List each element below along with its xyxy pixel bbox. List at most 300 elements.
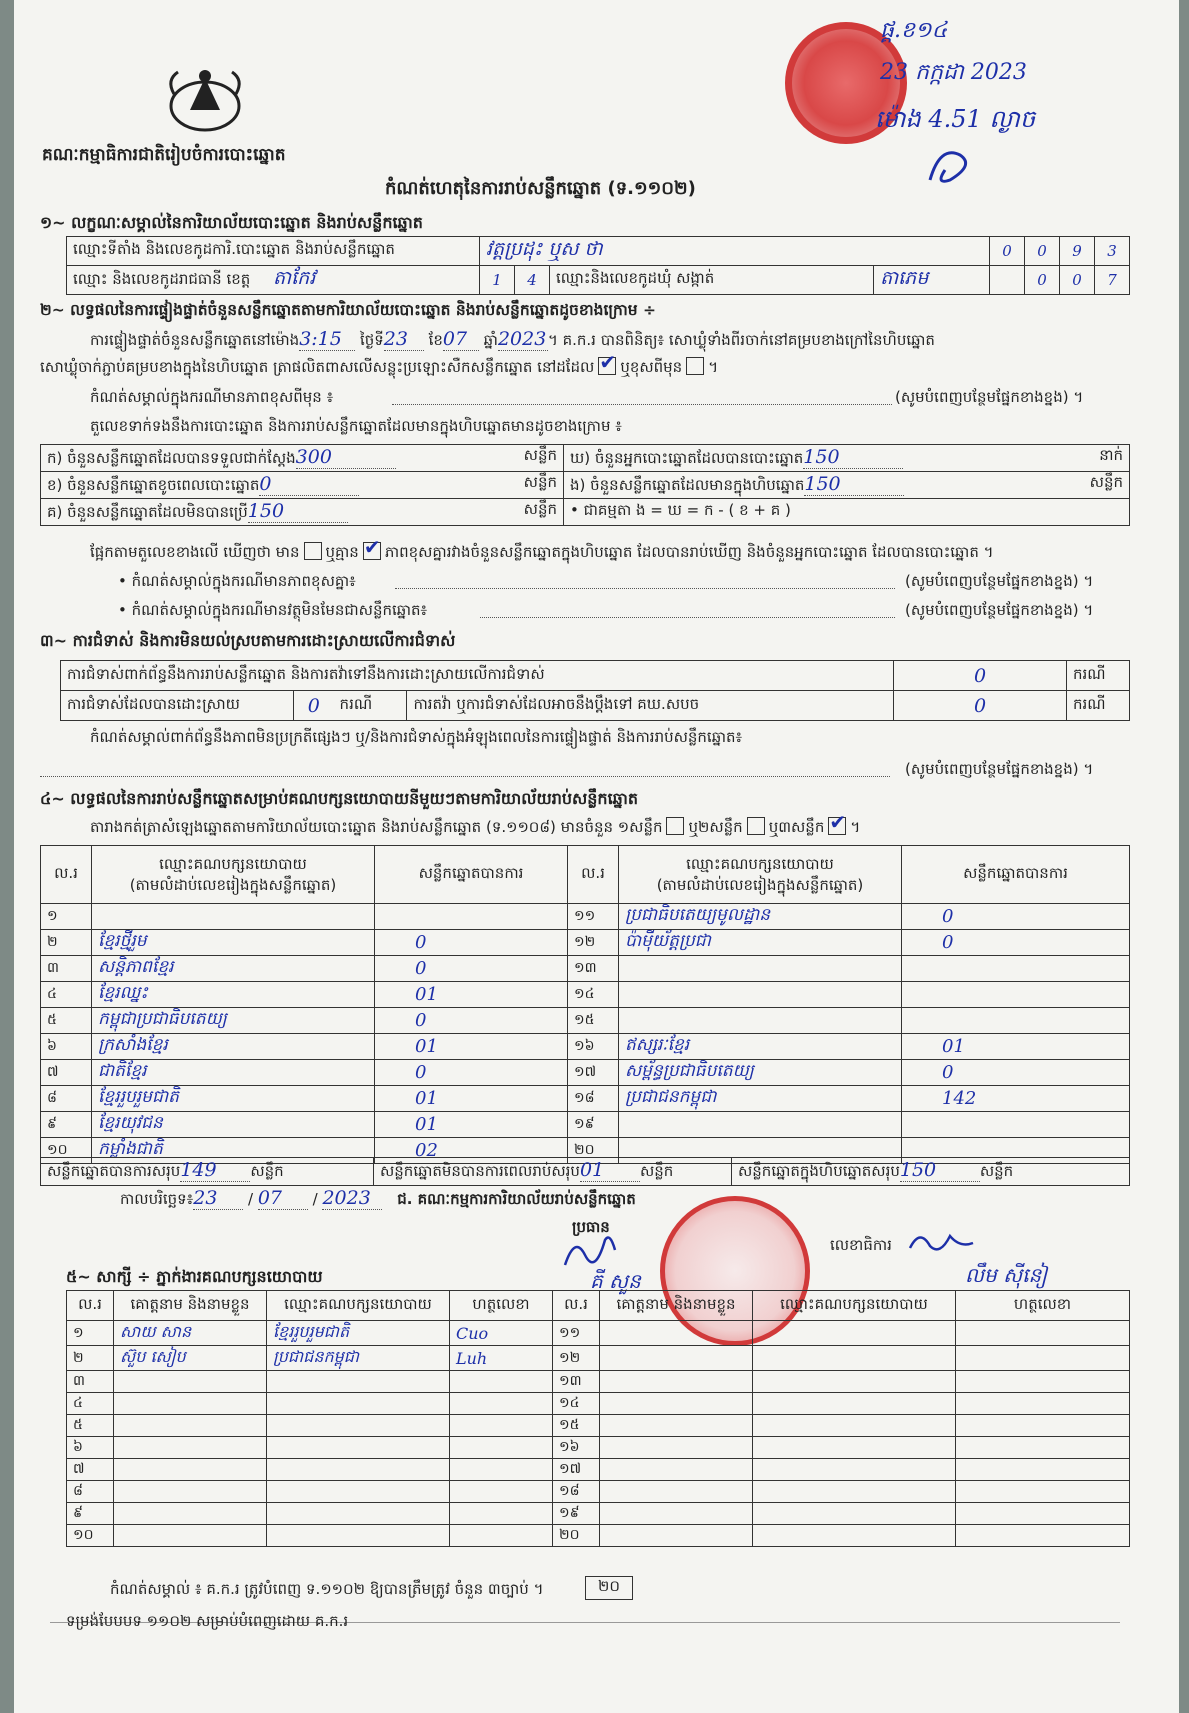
verify-line-2 (40, 357, 718, 380)
discrepancy-text-b: ឬគ្មាន (325, 543, 359, 561)
witness-cell-name-right (600, 1393, 753, 1415)
witness-cell-name-left (114, 1525, 267, 1547)
fig-d-label: ឃ) ចំនួនអ្នកបោះឆ្នោតដែលបានបោះឆ្នោត (570, 448, 804, 467)
witness-cell-sign-left (450, 1525, 553, 1547)
witness-cell-no-left: ២ (67, 1346, 114, 1371)
w-col-sign-left: ហត្ថលេខា (450, 1291, 553, 1321)
fig-b-value: 0 (259, 473, 359, 496)
party-cell-no-left: ៣ (41, 956, 92, 982)
foreign-object-hint: (សូមបំពេញបន្ថែមផ្នែកខាងខ្នង) ។ (905, 601, 1094, 619)
witness-cell-no-right: ១៤ (553, 1393, 600, 1415)
three-sheet-checkbox[interactable] (828, 817, 846, 835)
witness-cell-name-left: សាយ សាន (114, 1321, 267, 1346)
foreign-object-dots (480, 617, 895, 618)
witness-row (67, 1459, 1130, 1481)
col-votes-left: សន្លឹកឆ្នោតបានការ (375, 846, 568, 904)
section4-title: ៤~ លទ្ធផលនៃការរាប់សន្លឹកឆ្នោតសម្រាប់គណបក្សនយោបាយនីមួយៗតាមការិយាល័យរាប់សន្លឹកឆ្នោត (40, 789, 639, 808)
party-cell-no-right: ១៧ (568, 1060, 619, 1086)
discrepancy-line (90, 542, 994, 565)
unchanged-checkbox[interactable] (598, 357, 616, 375)
chair-signature (560, 1230, 620, 1275)
witness-cell-name-left (114, 1481, 267, 1503)
changed-checkbox[interactable] (686, 357, 704, 375)
seal-or: ឬខុសពីមុន (620, 358, 683, 376)
witness-cell-sign-right (956, 1481, 1130, 1503)
one-sheet-checkbox[interactable] (666, 817, 684, 835)
party-cell-no-right: ១៩ (568, 1112, 619, 1138)
committee-sign-label: ជ. គណៈកម្មការការិយាល័យរាប់សន្លឹកឆ្នោត (397, 1190, 636, 1208)
witness-cell-party-right (753, 1503, 956, 1525)
fig-e-unit: សន្លឹក (1089, 472, 1123, 491)
chair-label: ប្រធាន (572, 1218, 610, 1236)
verify-line-1 (90, 328, 935, 353)
party-cell-party-right: ឥស្សរៈខ្មែរ (619, 1034, 902, 1060)
section1-title: ១~ លក្ខណៈសម្គាល់នៃការិយាល័យបោះឆ្នោត និងរាប់សន្លឹកឆ្នោត (40, 213, 423, 232)
witness-row (67, 1415, 1130, 1437)
box-total-label: សន្លឹកឆ្នោតក្នុងហិបឆ្នោតសរុប (738, 1162, 900, 1180)
party-cell-party-left: ខ្មែរឈ្នះ (92, 982, 375, 1008)
initial-icon (920, 140, 980, 190)
col-no-left: ល.រ (41, 846, 92, 904)
two-sheet-checkbox[interactable] (747, 817, 765, 835)
witness-cell-name-left: ស៊ួប សៀប (114, 1346, 267, 1371)
commune-label: ឈ្មោះនិងលេខកូដឃុំ សង្កាត់ (550, 266, 874, 295)
tally-text-end: ។ (850, 818, 861, 836)
figures-intro: តួលេខទាក់ទងនឹងការបោះឆ្នោត និងការរាប់សន្លឹកឆ្នោតដែលមានក្នុងហិបឆ្នោតមានដូចខាងក្រោម ៖ (90, 417, 622, 435)
witness-cell-sign-left: Cuo (450, 1321, 553, 1346)
fig-c-value: 150 (248, 500, 348, 523)
date-day: 23 (193, 1187, 243, 1210)
party-cell-party-right (619, 956, 902, 982)
discrepancy-text-c: ភាពខុសគ្នារវាងចំនួនសន្លឹកឆ្នោតក្នុងហិបឆ្នោត ដែលបានរាប់ឃើញ និងចំនួនអ្នកបោះឆ្នោត ដែលបានបោះឆ្នោត ។ (384, 543, 994, 561)
party-cell-no-right: ១៣ (568, 956, 619, 982)
no-discrepancy-checkbox[interactable] (363, 542, 381, 560)
party-cell-votes-left: 02 (375, 1138, 568, 1164)
w-col-no-right: ល.រ (553, 1291, 600, 1321)
witness-cell-no-right: ១១ (553, 1321, 600, 1346)
witness-cell-name-left (114, 1393, 267, 1415)
party-cell-no-right: ១៨ (568, 1086, 619, 1112)
w-col-no-left: ល.រ (67, 1291, 114, 1321)
verify-text-e: ។ គ.ក.រ បានពិនិត្យ៖ សោឃ្លុំទាំងពីរចាក់នៅគម្របខាងក្រៅនៃហិបឆ្នោត (547, 331, 935, 349)
invalid-total-unit: សន្លឹក (639, 1162, 674, 1180)
col-party-right-1: ឈ្មោះគណបក្សនយោបាយ (686, 854, 834, 873)
objection-count-2: 0 (294, 691, 334, 721)
witness-cell-party-right (753, 1459, 956, 1481)
witness-cell-party-left (267, 1371, 450, 1393)
party-cell-votes-left: 01 (375, 982, 568, 1008)
witness-row (67, 1346, 1130, 1371)
col-no-right: ល.រ (568, 846, 619, 904)
witness-cell-sign-right (956, 1371, 1130, 1393)
valid-total-unit: សន្លឹក (250, 1162, 284, 1180)
verify-day: 23 (384, 328, 424, 351)
province-code-2: 4 (515, 266, 550, 295)
col-votes-right: សន្លឹកឆ្នោតបានការ (902, 846, 1130, 904)
party-cell-votes-left: 0 (375, 956, 568, 982)
witness-cell-name-right (600, 1321, 753, 1346)
party-row (41, 1008, 1130, 1034)
objection-unit-2: ករណី (334, 691, 407, 721)
party-cell-no-left: ២ (41, 930, 92, 956)
stamp-note-1: ផ្គ.ខ១៤ (880, 18, 948, 43)
party-cell-no-left: ៦ (41, 1034, 92, 1060)
witness-cell-name-right (600, 1459, 753, 1481)
party-cell-party-right: សម្ព័ន្ធប្រជាធិបតេយ្យ (619, 1060, 902, 1086)
witness-cell-party-right (753, 1321, 956, 1346)
witness-cell-party-left (267, 1481, 450, 1503)
invalid-total-label: សន្លឹកឆ្នោតមិនបានការពេលរាប់សរុប (380, 1162, 580, 1180)
footer-note: កំណត់សម្គាល់ ៖ គ.ក.រ ត្រូវបំពេញ ទ.១១០២ ឱ្យបានត្រឹមត្រូវ ចំនួន ៣ច្បាប់ ។ (110, 1580, 544, 1598)
witness-cell-name-right (600, 1415, 753, 1437)
witness-cell-no-left: ១០ (67, 1525, 114, 1547)
fig-a-label: ក) ចំនួនសន្លឹកឆ្នោតដែលបានទទួលជាក់ស្តែង (47, 448, 296, 467)
party-row (41, 1086, 1130, 1112)
witness-cell-party-right (753, 1481, 956, 1503)
fig-a-unit: សន្លឹក (523, 445, 557, 464)
fig-e-label: ង) ចំនួនសន្លឹកឆ្នោតដែលមានក្នុងហិបឆ្នោត (570, 475, 805, 494)
objection-label-2: ការជំទាស់ដែលបានដោះស្រាយ (61, 691, 294, 721)
verify-text-c: ខែ (428, 331, 443, 349)
fig-d-value: 150 (803, 446, 903, 469)
tally-text-a: តារាងកត់ត្រាសំឡេងឆ្នោតតាមការិយាល័យបោះឆ្នោត និងរាប់សន្លឹកឆ្នោត (ទ.១១០៨) មានចំនួន ១សន្លឹក (90, 818, 663, 836)
witness-row (67, 1481, 1130, 1503)
party-cell-party-right: ប្រជាធិបតេយ្យមូលដ្ឋាន (619, 904, 902, 930)
witness-cell-sign-right (956, 1525, 1130, 1547)
party-cell-no-left: ១០ (41, 1138, 92, 1164)
stamp-note-3: ម៉ោង 4.51 ល្ងាច (875, 105, 1036, 133)
footer-form-id: ទម្រង់បែបបទ ១១០២ សម្រាប់បំពេញដោយ គ.ក.រ (66, 1612, 349, 1630)
box-total-unit: សន្លឹក (979, 1162, 1014, 1180)
witness-cell-no-right: ១៨ (553, 1481, 600, 1503)
station-id-table (66, 236, 1130, 295)
party-cell-votes-right: 142 (902, 1086, 1130, 1112)
w-col-party-right: ឈ្មោះគណបក្សនយោបាយ (753, 1291, 956, 1321)
witness-cell-name-right (600, 1525, 753, 1547)
fig-d-unit: នាក់ (1099, 445, 1123, 464)
witness-cell-name-left (114, 1503, 267, 1525)
witness-cell-party-right (753, 1346, 956, 1371)
committee-name: គណៈកម្មាធិការជាតិរៀបចំការបោះឆ្នោត (42, 145, 286, 165)
witness-cell-party-left: ប្រជាជនកម្ពុជា (267, 1346, 450, 1371)
party-cell-party-right: ប៉ាម៉ីយ័ត្តប្រជា (619, 930, 902, 956)
witness-extra-row (585, 1576, 633, 1600)
party-cell-no-left: ៧ (41, 1060, 92, 1086)
party-cell-votes-left: 01 (375, 1086, 568, 1112)
verify-text-a: ការផ្ទៀងផ្ទាត់ចំនួនសន្លឹកឆ្នោតនៅម៉ោង (90, 331, 300, 349)
witness-cell-party-left (267, 1437, 450, 1459)
formula-note: • ជាគម្មតា ង = ឃ = ក - ( ខ + គ ) (564, 499, 1130, 526)
stamp-note-2: 23 កក្កដា 2023 (880, 60, 1027, 85)
party-cell-votes-left: 01 (375, 1112, 568, 1138)
commune-digit-1: 0 (1025, 266, 1060, 295)
discrepancy-note-dots (395, 588, 895, 589)
witness-cell-sign-right (956, 1321, 1130, 1346)
witness-cell-no-right: ១៧ (553, 1459, 600, 1481)
witness-row (67, 1393, 1130, 1415)
station-digit-3: 9 (1060, 237, 1095, 266)
witness-cell-sign-left: Luh (450, 1346, 553, 1371)
witness-cell-no-left: ៦ (67, 1437, 114, 1459)
fig-c-unit: សន្លឹក (523, 499, 557, 518)
party-cell-votes-right: 0 (902, 930, 1130, 956)
tally-text-b: ឬ២សន្លឹក (688, 818, 743, 836)
col-party-left (92, 846, 375, 904)
objection-note-dots (40, 776, 890, 777)
witness-row (67, 1371, 1130, 1393)
witness-cell-party-right (753, 1437, 956, 1459)
witness-cell-sign-right (956, 1346, 1130, 1371)
party-cell-votes-left: 0 (375, 1060, 568, 1086)
party-cell-votes-left: 0 (375, 1008, 568, 1034)
witness-cell-name-left (114, 1459, 267, 1481)
party-cell-party-right (619, 1008, 902, 1034)
witness-cell-sign-right (956, 1415, 1130, 1437)
witness-cell-name-left (114, 1371, 267, 1393)
w-col-sign-right: ហត្ថលេខា (956, 1291, 1130, 1321)
witness-row (67, 1525, 1130, 1547)
witness-row (67, 1503, 1130, 1525)
province-label: ឈ្មោះ និងលេខកូដរាជធានី ខេត្ត (73, 270, 251, 288)
party-row (41, 904, 1130, 930)
witness-cell-sign-right (956, 1459, 1130, 1481)
witness-row (67, 1437, 1130, 1459)
party-row (41, 1112, 1130, 1138)
province-code-1: 1 (480, 266, 515, 295)
party-cell-votes-left: 0 (375, 930, 568, 956)
party-cell-no-right: ១៥ (568, 1008, 619, 1034)
w-col-party-left: ឈ្មោះគណបក្សនយោបាយ (267, 1291, 450, 1321)
witness-extra-no: ២០ (586, 1577, 633, 1600)
invalid-total-value: 01 (580, 1159, 640, 1182)
witness-cell-party-left: ខ្មែររួបរួមជាតិ (267, 1321, 450, 1346)
date-year: 2023 (322, 1187, 382, 1210)
party-cell-party-left: ខ្មែរថ្មីរួម (92, 930, 375, 956)
witness-cell-party-left (267, 1393, 450, 1415)
foreign-object-label: • កំណត់សម្គាល់ក្នុងករណីមានវត្ថុមិនមែនជាសន្លឹកឆ្នោត៖ (118, 601, 428, 619)
objections-table (60, 660, 1130, 721)
box-total-value: 150 (900, 1159, 980, 1182)
seal-end: ។ (708, 358, 719, 376)
witness-cell-no-left: ៩ (67, 1503, 114, 1525)
verify-text-b: ថ្ងៃទី (359, 331, 384, 349)
party-cell-party-right (619, 982, 902, 1008)
witness-cell-sign-left (450, 1503, 553, 1525)
discrepancy-note-label: • កំណត់សម្គាល់ក្នុងករណីមានភាពខុសគ្នា៖ (118, 572, 356, 590)
witness-cell-no-left: ១ (67, 1321, 114, 1346)
witness-cell-no-left: ៨ (67, 1481, 114, 1503)
station-name: វត្តប្រដុះ ឬស ថា (480, 237, 990, 266)
verify-time: 3:15 (299, 328, 355, 351)
ballot-figures-table (40, 444, 1130, 526)
witness-cell-sign-right (956, 1437, 1130, 1459)
w-col-name-left: គោត្តនាម និងនាមខ្លួន (114, 1291, 267, 1321)
witness-cell-no-right: ១៦ (553, 1437, 600, 1459)
party-results-table (40, 845, 1130, 1164)
w-col-name-right: គោត្តនាម និងនាមខ្លួន (600, 1291, 753, 1321)
witness-cell-name-right (600, 1371, 753, 1393)
party-cell-no-right: ១៦ (568, 1034, 619, 1060)
witness-cell-sign-right (956, 1503, 1130, 1525)
witness-cell-name-left (114, 1415, 267, 1437)
party-cell-votes-right: 0 (902, 904, 1130, 930)
verify-month: 07 (443, 328, 479, 351)
party-row (41, 1060, 1130, 1086)
date-label: កាលបរិច្ឆេទ៖ (120, 1190, 194, 1208)
witness-cell-party-left (267, 1525, 450, 1547)
tally-text-c: ឬ៣សន្លឹក (768, 818, 825, 836)
witness-cell-sign-left (450, 1371, 553, 1393)
witness-cell-sign-right (956, 1393, 1130, 1415)
party-cell-party-left: ក្រសាំងខ្មែរ (92, 1034, 375, 1060)
party-cell-votes-right: 01 (902, 1034, 1130, 1060)
party-row (41, 1034, 1130, 1060)
totals-table (40, 1157, 1130, 1186)
col-party-right (619, 846, 902, 904)
fig-e-value: 150 (804, 473, 904, 496)
station-digit-2: 0 (1025, 237, 1060, 266)
commune-digit-2: 0 (1060, 266, 1095, 295)
fig-b-unit: សន្លឹក (523, 472, 557, 491)
party-cell-party-right: ប្រជាជនកម្ពុជា (619, 1086, 902, 1112)
witness-cell-no-right: ១៣ (553, 1371, 600, 1393)
witness-cell-party-left (267, 1503, 450, 1525)
party-cell-votes-right (902, 1008, 1130, 1034)
secretary-name: លឹម ស៊ីនៀ (965, 1263, 1048, 1287)
verify-text-d: ឆ្នាំ (483, 331, 498, 349)
witness-cell-no-left: ៣ (67, 1371, 114, 1393)
party-cell-votes-right: 0 (902, 1060, 1130, 1086)
fig-c-label: គ) ចំនួនសន្លឹកឆ្នោតដែលមិនបានប្រើ (47, 502, 248, 521)
party-cell-no-left: ៩ (41, 1112, 92, 1138)
fig-a-value: 300 (296, 446, 396, 469)
form-title: កំណត់ហេតុនៃការរាប់សន្លឹកឆ្នោត (ទ.១១០២) (385, 178, 696, 199)
col-party-left-1: ឈ្មោះគណបក្សនយោបាយ (159, 854, 307, 873)
party-cell-votes-right (902, 1112, 1130, 1138)
witness-cell-sign-left (450, 1393, 553, 1415)
verify-year: 2023 (497, 328, 547, 350)
fig-b-label: ខ) ចំនួនសន្លឹកឆ្នោតខូចពេលបោះឆ្នោត (47, 475, 260, 494)
appeal-count: 0 (894, 691, 1067, 721)
station-digit-4: 3 (1095, 237, 1130, 266)
appeal-label: ការតវ៉ា ឬការជំទាស់ដែលអាចនឹងប្តឹងទៅ គឃ.សបច (407, 691, 894, 721)
seal-text: សោឃ្លុំចាក់ភ្ជាប់គម្របខាងក្នុងនៃហិបឆ្នោត ត្រាផលិតពាសលើសន្លុះប្រឡោះសឺកសន្លឹកឆ្នោត នៅដដែល (40, 358, 595, 376)
party-row (41, 930, 1130, 956)
party-cell-votes-left (375, 904, 568, 930)
witness-cell-party-right (753, 1371, 956, 1393)
party-cell-votes-left: 01 (375, 1034, 568, 1060)
witness-cell-no-left: ៧ (67, 1459, 114, 1481)
party-cell-party-left: ជាតិខ្មែរ (92, 1060, 375, 1086)
party-cell-party-left: សន្តិភាពខ្មែរ (92, 956, 375, 982)
witness-cell-sign-left (450, 1459, 553, 1481)
witness-cell-no-left: ៤ (67, 1393, 114, 1415)
witness-cell-party-right (753, 1415, 956, 1437)
date-line: កាលបរិច្ឆេទ៖23 / 07 / 2023 ជ. គណៈកម្មការការិយាល័យរាប់សន្លឹកឆ្នោត (120, 1187, 636, 1209)
witness-cell-name-right (600, 1503, 753, 1525)
witness-row (67, 1321, 1130, 1346)
witness-cell-party-left (267, 1459, 450, 1481)
section3-title: ៣~ ការជំទាស់ និងការមិនយល់ស្របតាមការដោះស្រាយលើការជំទាស់ (40, 631, 456, 650)
commune-digit-3: 7 (1095, 266, 1130, 295)
witness-cell-party-right (753, 1525, 956, 1547)
province-cell (67, 266, 480, 295)
date-month: 07 (258, 1187, 308, 1210)
party-cell-no-right: ២០ (568, 1138, 619, 1164)
valid-total-label: សន្លឹកឆ្នោតបានការសរុប (47, 1162, 181, 1180)
section5-title: ៥~ សាក្សី ÷ ភ្នាក់ងារគណបក្សនយោបាយ (66, 1267, 323, 1286)
objection-note-hint: (សូមបំពេញបន្ថែមផ្នែកខាងខ្នង) ។ (905, 760, 1094, 778)
party-cell-no-right: ១៤ (568, 982, 619, 1008)
objection-unit-1: ករណី (1067, 661, 1130, 691)
party-cell-party-right (619, 1112, 902, 1138)
party-cell-no-left: ១ (41, 904, 92, 930)
party-cell-no-left: ៥ (41, 1008, 92, 1034)
witness-cell-party-left (267, 1415, 450, 1437)
change-note-dots (392, 404, 892, 405)
party-cell-votes-right (902, 956, 1130, 982)
witness-cell-name-right (600, 1481, 753, 1503)
witness-cell-name-right (600, 1437, 753, 1459)
party-cell-party-left: កម្លាំងជាតិ (92, 1138, 375, 1164)
witness-cell-no-right: ១៩ (553, 1503, 600, 1525)
chair-name: គី សួន (590, 1269, 641, 1293)
witness-cell-no-right: ២០ (553, 1525, 600, 1547)
witness-cell-no-right: ១៥ (553, 1415, 600, 1437)
objection-count-1: 0 (894, 661, 1067, 691)
witness-cell-sign-left (450, 1415, 553, 1437)
section2-title: ២~ លទ្ធផលនៃការផ្ទៀងផ្ទាត់ចំនួនសន្លឹកឆ្នោតតាមការិយាល័យបោះឆ្នោត និងរាប់សន្លឹកឆ្នោតដូចខាងក្រោម ÷ (40, 301, 656, 319)
station-digit-1: 0 (990, 237, 1025, 266)
party-cell-no-left: ៤ (41, 982, 92, 1008)
discrepancy-text-a: ផ្អែកតាមតួលេខខាងលើ ឃើញថា មាន (90, 543, 300, 561)
party-row (41, 982, 1130, 1008)
objection-label-1: ការជំទាស់ពាក់ព័ន្ធនឹងការរាប់សន្លឹកឆ្នោត និងការតវ៉ាទៅនឹងការដោះស្រាយលើការជំទាស់ (61, 661, 894, 691)
witness-cell-sign-left (450, 1481, 553, 1503)
commune-name: តាភេម (874, 266, 990, 295)
party-cell-party-left: កម្ពុជាប្រជាធិបតេយ្យ (92, 1008, 375, 1034)
party-cell-party-left: ខ្មែរយុវជន (92, 1112, 375, 1138)
station-label: ឈ្មោះទីតាំង និងលេខកូដការិ.បោះឆ្នោត និងរាប់សន្លឹកឆ្នោត (67, 237, 480, 266)
party-cell-party-left: ខ្មែររួបរួមជាតិ (92, 1086, 375, 1112)
province-name: តាកែវ (273, 267, 316, 289)
appeal-unit: ករណី (1067, 691, 1130, 721)
party-cell-votes-right (902, 982, 1130, 1008)
secretary-label: លេខាធិការ (830, 1236, 892, 1254)
party-cell-no-left: ៨ (41, 1086, 92, 1112)
change-note-label: កំណត់សម្គាល់ក្នុងករណីមានភាពខុសពីមុន ៖ (90, 388, 334, 406)
objection-note-label: កំណត់សម្គាល់ពាក់ព័ន្ធនឹងភាពមិនប្រក្រតីផ្សេងៗ ឬ/និងការជំទាស់ក្នុងអំឡុងពេលនៃការផ្ទៀងផ្ទាត់ និងការរាប់សន្លឹកឆ្នោត៖ (90, 728, 743, 746)
discrepancy-note-hint: (សូមបំពេញបន្ថែមផ្នែកខាងខ្នង) ។ (905, 572, 1094, 590)
emblem-icon (160, 58, 250, 138)
col-party-right-2: (តាមលំដាប់លេខរៀងក្នុងសន្លឹកឆ្នោត) (656, 875, 864, 894)
witness-cell-name-left (114, 1437, 267, 1459)
col-party-left-2: (តាមលំដាប់លេខរៀងក្នុងសន្លឹកឆ្នោត) (129, 875, 337, 894)
secretary-signature (905, 1228, 975, 1258)
party-cell-no-right: ១២ (568, 930, 619, 956)
party-cell-party-left (92, 904, 375, 930)
witness-cell-no-right: ១២ (553, 1346, 600, 1371)
witness-cell-party-right (753, 1393, 956, 1415)
change-note-hint: (សូមបំពេញបន្ថែមផ្នែកខាងខ្នង) ។ (895, 388, 1084, 406)
witness-table (66, 1290, 1130, 1547)
witness-cell-name-right (600, 1346, 753, 1371)
witness-cell-sign-left (450, 1437, 553, 1459)
has-discrepancy-checkbox[interactable] (304, 542, 322, 560)
tally-sheet-line (90, 817, 860, 840)
witness-cell-no-left: ៥ (67, 1415, 114, 1437)
party-cell-no-right: ១១ (568, 904, 619, 930)
